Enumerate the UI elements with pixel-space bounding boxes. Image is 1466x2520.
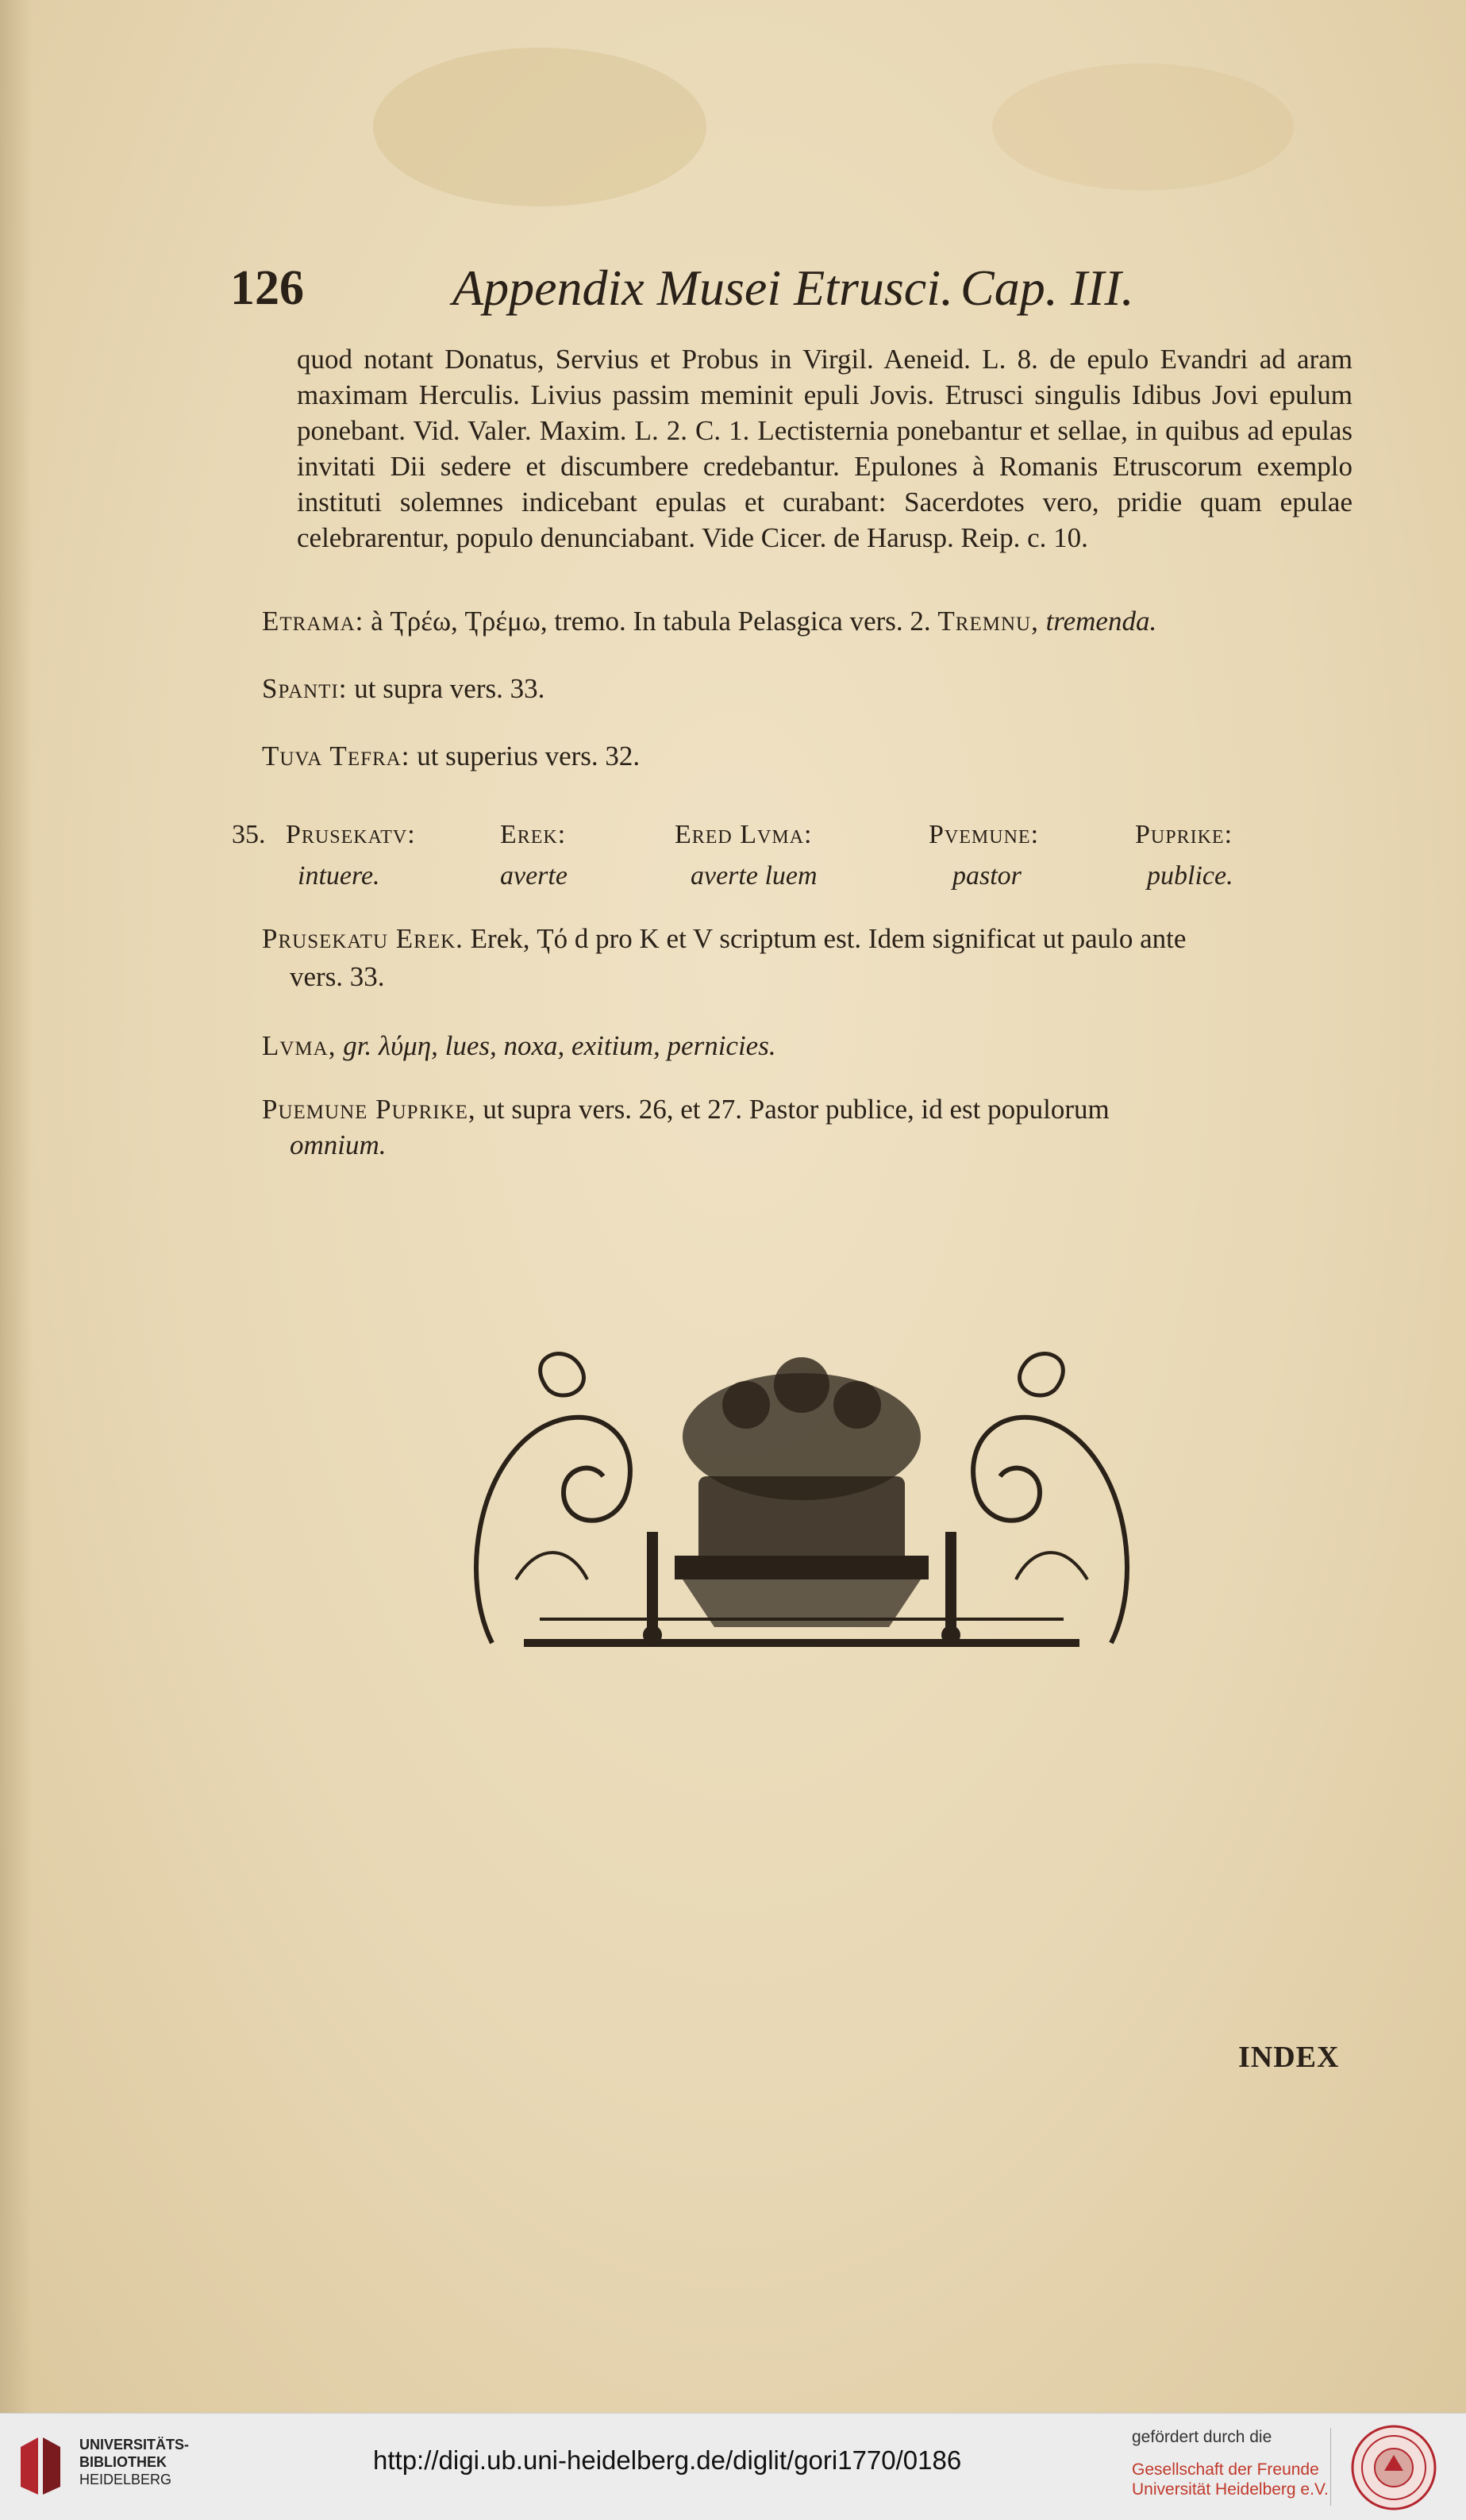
verse-gloss: averte <box>500 861 568 891</box>
footer-divider <box>1330 2428 1331 2506</box>
sponsor-name-line: Gesellschaft der Freunde <box>1132 2460 1319 2479</box>
paper-stain <box>992 63 1294 190</box>
entry-spanti <box>262 671 1357 706</box>
sponsor-name-line: Universität Heidelberg e.V. <box>1132 2480 1329 2499</box>
verse-gloss: pastor <box>952 861 1022 891</box>
entry-tuva-tefra <box>262 738 1357 774</box>
note-text: ut supra vers. 26, et 27. Pastor publice, id est populorum <box>483 1094 1110 1125</box>
entry-gloss: tremenda. <box>1045 606 1157 637</box>
catchword: INDEX <box>1238 2041 1340 2074</box>
page-edge-shadow <box>0 0 32 2413</box>
paper-stain <box>373 48 706 206</box>
note-puemune <box>262 1091 1357 1127</box>
note-term: Lvma, <box>262 1030 337 1061</box>
verse-gloss: intuere. <box>298 861 380 891</box>
footer-bar <box>0 2413 1466 2520</box>
entry-term: Spanti: <box>262 673 348 704</box>
note-term: Prusekatu Erek. <box>262 923 464 954</box>
entry-text: ut superius vers. 32. <box>417 741 641 771</box>
entry-term: Tremnu, <box>937 606 1039 637</box>
university-library-logo-icon <box>14 2431 67 2501</box>
entry-term: Tuva Tefra: <box>262 741 410 771</box>
verse-word: Puprike: <box>1135 820 1233 849</box>
note-prusekatu-cont <box>290 959 1385 995</box>
university-seal-icon <box>1349 2423 1438 2512</box>
note-text: omnium. <box>290 1129 387 1160</box>
library-name-line: BIBLIOTHEK <box>79 2454 167 2470</box>
verse-gloss: publice. <box>1147 861 1233 891</box>
chapter-label: Cap. III. <box>960 260 1134 316</box>
note-puemune-cont <box>290 1127 1385 1163</box>
note-text: vers. 33. <box>290 961 385 992</box>
note-text: gr. λύμη, lues, noxa, exitium, pernicies. <box>343 1030 776 1061</box>
verse-gloss: averte luem <box>691 861 818 891</box>
page-number: 126 <box>230 261 304 315</box>
permalink-url[interactable]: http://digi.ub.uni-heidelberg.de/diglit/gori1770/0186 <box>373 2445 962 2475</box>
note-luma <box>262 1028 1357 1064</box>
entry-term: Etrama: <box>262 606 364 637</box>
entry-etrama <box>262 603 1357 639</box>
verse-word: Erek: <box>500 820 567 849</box>
library-name-line: UNIVERSITÄTS- <box>79 2437 190 2453</box>
running-header <box>230 252 1183 324</box>
entry-text: ut supra vers. 33. <box>354 673 545 704</box>
sponsor-label: gefördert durch die <box>1132 2428 1272 2446</box>
note-term: Puemune Puprike, <box>262 1094 476 1125</box>
library-name-line: HEIDELBERG <box>79 2472 172 2487</box>
library-name <box>79 2436 189 2488</box>
verse-word: Pvemune: <box>929 820 1040 849</box>
running-title: Appendix Musei Etrusci. <box>452 260 953 316</box>
sponsor-name <box>1132 2460 1329 2499</box>
intro-paragraph: quod notant Donatus, Servius et Probus in Virgil. Aeneid. L. 8. de epulo Evandri ad aram maximam Herculis. Livius passim meminit epuli Jovis. Etrusci singulis Idibus Jovi epulum ponebant. Vid. Valer. Maxim. L. 2. C. 1. Lectisternia ponebantur et sellae, in quibus ad epulas invitati Dii sedere et discumbere credebantur. Epulones à Romanis Etruscorum exemplo instituti solemnes indicebant epulas et curabant: Sacerdotes vero, pridie quam epulae celebrarentur, populo denunciabant. Vide Cicer. de Harusp. Reip. c. 10. <box>297 344 1352 553</box>
note-prusekatu <box>262 921 1357 956</box>
verse-word: Prusekatv: <box>286 820 416 849</box>
verse-word: Ered Lvma: <box>675 820 813 849</box>
tailpiece-ornament <box>444 1341 1159 1675</box>
entry-text: à Ҭρέω, Ҭρέμω, tremo. In tabula Pelasgica vers. 2. <box>371 606 931 637</box>
note-text: Erek, Ҭό d pro K et V scriptum est. Idem significat ut paulo ante <box>470 923 1187 954</box>
verse-number: 35. <box>232 820 266 849</box>
